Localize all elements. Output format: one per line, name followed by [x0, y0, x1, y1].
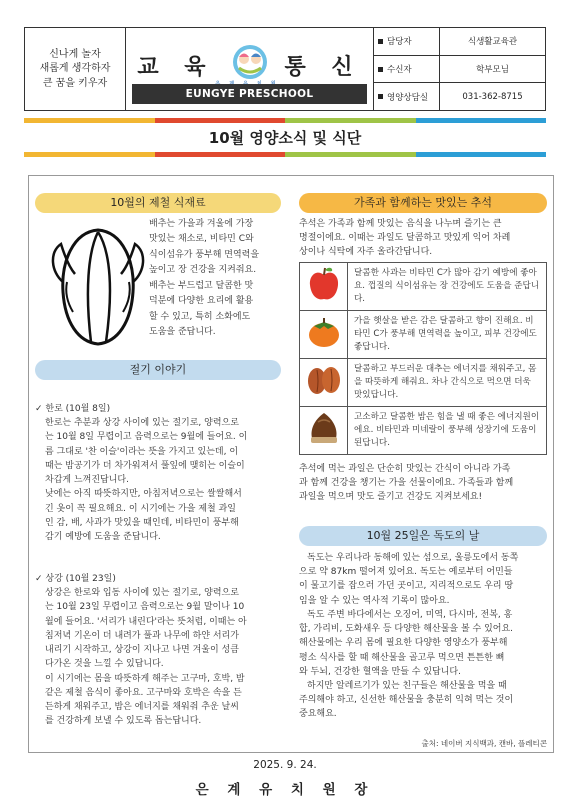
text-line: 으로 약 87km 떨어져 있어요. 독도는 예로부터 어민들	[299, 567, 513, 578]
text-line: 는 10월 23일 무렵이고 음력으로는 9월 말이나 10	[45, 602, 245, 613]
jujube-icon	[305, 363, 343, 397]
text-line: 독도는 우리나라 동해에 있는 섬으로, 울릉도에서 동쪽	[307, 553, 519, 563]
hanro-heading: ✓ 한로 (10월 8일)	[35, 404, 111, 414]
text-line: 추석은 가족과 함께 맛있는 음식을 나누며 즐기는 큰	[299, 219, 502, 229]
text-line: 를 건강하게 보낼 수 있도록 돕는답니다.	[45, 716, 202, 727]
text-line: 상강은 한로와 입동 사이에 있는 절기로, 양력으로	[45, 588, 239, 599]
fruit-row	[300, 263, 547, 311]
text-line: 같은 제철 음식이 좋아요. 고구마와 호박은 속을 든	[45, 687, 242, 698]
text-line: 이 물고기를 잡으러 가던 곳이고, 지리적으로도 우리 땅	[299, 581, 514, 592]
text-line: 상이나 식탁에 자주 올라간답니다.	[299, 247, 433, 258]
text-line: 배추는 부드럽고 달콤한 맛	[149, 280, 254, 291]
section-title-dokdo: 10월 25일은 독도의 날	[299, 526, 547, 546]
info-key: 담당자	[387, 37, 412, 48]
newsletter-body	[28, 175, 554, 753]
text-line: 중요해요.	[299, 709, 337, 720]
bullet-square-icon	[378, 94, 383, 99]
hanro-section	[35, 402, 283, 544]
text-line: 낮에는 아직 따뜻하지만, 아침저녁으로는 쌀쌀해서	[45, 489, 242, 500]
text-line: 식이섬유가 풍부해 면역력을	[149, 249, 260, 260]
header-title-block	[126, 28, 374, 110]
text-line: 배추는 가을과 겨울에 가장	[149, 219, 254, 229]
fruit-row	[300, 359, 547, 407]
motto-line: 새롭게 생각하자	[39, 63, 111, 75]
cabbage-icon	[43, 222, 153, 350]
info-value: 학부모님	[476, 65, 509, 75]
text-line: 합, 가리비, 도화새우 등 다양한 해산물을 볼 수 있어요.	[299, 624, 514, 635]
text-line: 때는 밤공기가 더 차가워져서 풀잎에 맺히는 이슬이	[45, 460, 245, 471]
text-line: 다가온 것을 느낄 수 있답니다.	[45, 659, 164, 670]
dokdo-section	[299, 551, 551, 722]
text-line: 이 시기에는 몸을 따뜻하게 해주는 고구마, 호박, 밤	[45, 673, 245, 684]
chuseok-intro	[299, 217, 549, 260]
fruit-description: 달콤하고 부드러운 대추는 에너지를 채워주고, 몸을 따뜻하게 해줘요. 차나 간식으로 먹으면 더욱 맛있답니다.	[348, 359, 547, 407]
info-row	[374, 56, 545, 84]
text-line: 는 10월 8일 무렵이고 음력으로는 9월에 들어요. 이	[45, 432, 248, 443]
text-line: 높이고 장 건강을 지켜줘요.	[149, 265, 257, 276]
fruit-table	[299, 262, 547, 455]
motto-line: 큰 꿈을 키우자	[42, 77, 108, 89]
text-line: 름 그대로 '찬 이슬'이라는 뜻을 가지고 있는데, 이	[45, 446, 239, 457]
motto-line: 신나게 놀자	[49, 48, 101, 60]
school-motto	[25, 28, 126, 110]
text-line: 한로는 추분과 상강 사이에 있는 절기로, 양력으로	[45, 418, 239, 429]
text-line: 차갑게 느껴진답니다.	[45, 475, 129, 486]
bullet-square-icon	[378, 39, 383, 44]
info-row	[374, 83, 545, 110]
text-line: 와 두뇌, 건강한 혈액을 만들 수 있답니다.	[299, 666, 461, 677]
chuseok-outro	[299, 462, 549, 505]
text-line: 인 감, 배, 사과가 맛있을 때인데, 비타민이 풍부해	[45, 517, 239, 528]
principal-signature: 은 계 유 치 원 장	[195, 782, 375, 798]
issue-date: 2025. 9. 24.	[253, 759, 317, 771]
title-right: 통 신	[284, 54, 362, 80]
fruit-description: 달콤한 사과는 비타민 C가 많아 감기 예방에 좋아요. 껍질의 식이섬유는 장 건강에도 도움을 준답니다.	[348, 263, 547, 311]
text-line: 월에 들어요. '서리가 내린다'라는 뜻처럼, 이때는 아	[45, 616, 247, 627]
fruit-row	[300, 407, 547, 455]
text-line: 임을 알 수 있는 역사적 기록이 많아요.	[299, 595, 450, 606]
text-line: 할 수 있고, 특히 소화에도	[149, 311, 251, 322]
section-title-ingredient: 10월의 제철 식재료	[35, 193, 281, 213]
newsletter-header	[24, 27, 546, 111]
info-key: 수신자	[387, 65, 412, 75]
text-line: 주의해야 하고, 신선한 해산물을 충분히 익혀 먹는 것이	[299, 695, 514, 706]
ingredient-description	[149, 217, 281, 341]
info-value: 031-362-8715	[462, 91, 523, 102]
text-line: 명절이에요. 이때는 과일도 달콤하고 맛있게 익어 차례	[299, 233, 511, 244]
text-line: 든하게 채워주고, 밤은 에너지를 채워줘 추운 날씨	[45, 701, 239, 712]
text-line: 도움을 준답니다.	[149, 327, 216, 338]
fruit-description: 고소하고 달콤한 밤은 힘을 낼 때 좋은 에너지원이에요. 비타민과 미네랄이 풍부해 성장기에 도움이 된답니다.	[348, 407, 547, 455]
text-line: 해산물에는 우리 몸에 필요한 다양한 영양소가 풍부해	[299, 638, 508, 649]
text-line: 감기 예방에 도움을 준답니다.	[45, 531, 161, 542]
chestnut-icon	[306, 410, 342, 446]
text-line: 덕분에 다양한 요리에 활용	[149, 296, 254, 307]
info-value: 식생활교육관	[467, 37, 518, 48]
text-line: 맛있는 채소로, 비타민 C와	[149, 234, 254, 245]
bullet-square-icon	[378, 67, 383, 72]
text-line: 추석에 먹는 과일은 단순히 맛있는 간식이 아니라 가족	[299, 464, 511, 474]
source-credit: 출처: 네이버 지식백과, 캔바, 플레티콘	[421, 739, 547, 748]
apple-icon	[307, 265, 341, 303]
text-line: 긴 옷이 꼭 필요해요. 이 시기에는 가을 제철 과일	[45, 503, 236, 514]
fruit-description: 가을 햇살을 받은 감은 달콤하고 향이 진해요. 비타민 C가 풍부해 면역력을 높이고, 피부 건강에도 좋답니다.	[348, 311, 547, 359]
school-logo-icon	[227, 42, 273, 88]
section-title-chuseok: 가족과 함께하는 맛있는 추석	[299, 193, 547, 213]
text-line: 과일을 먹으며 맛도 즐기고 건강도 지켜보세요!	[299, 492, 483, 503]
persimmon-icon	[306, 314, 342, 350]
info-key: 영양상담실	[387, 92, 429, 103]
sanggang-heading: ✓ 상강 (10월 23일)	[35, 574, 116, 584]
contact-info	[374, 28, 545, 110]
school-name-banner: EUNGYE PRESCHOOL	[132, 84, 367, 104]
text-line: 평소 식사를 할 때 해산물을 골고루 먹으면 튼튼한 뼈	[299, 652, 505, 663]
sanggang-section	[35, 572, 283, 728]
text-line: 독도 주변 바다에서는 오징어, 미역, 다시마, 전복, 홍	[307, 609, 513, 620]
info-row	[374, 28, 545, 56]
page-title: 10월 영양소식 및 식단	[208, 129, 362, 147]
color-band-bottom	[24, 152, 546, 157]
text-line: 내리기 시작하고, 상강이 지나고 나면 겨울이 성큼	[45, 645, 239, 656]
text-line: 과 함께 건강을 챙기는 가을 선물이에요. 가족들과 함께	[299, 478, 514, 489]
text-line: 침저녁 기온이 더 내려가 풀과 나무에 하얀 서리가	[45, 630, 239, 641]
color-band-top	[24, 118, 546, 123]
fruit-row	[300, 311, 547, 359]
title-left: 교 육	[137, 54, 215, 80]
section-title-season: 절기 이야기	[35, 360, 281, 380]
text-line: 하지만 알레르기가 있는 친구들은 해산물을 먹을 때	[307, 680, 507, 691]
